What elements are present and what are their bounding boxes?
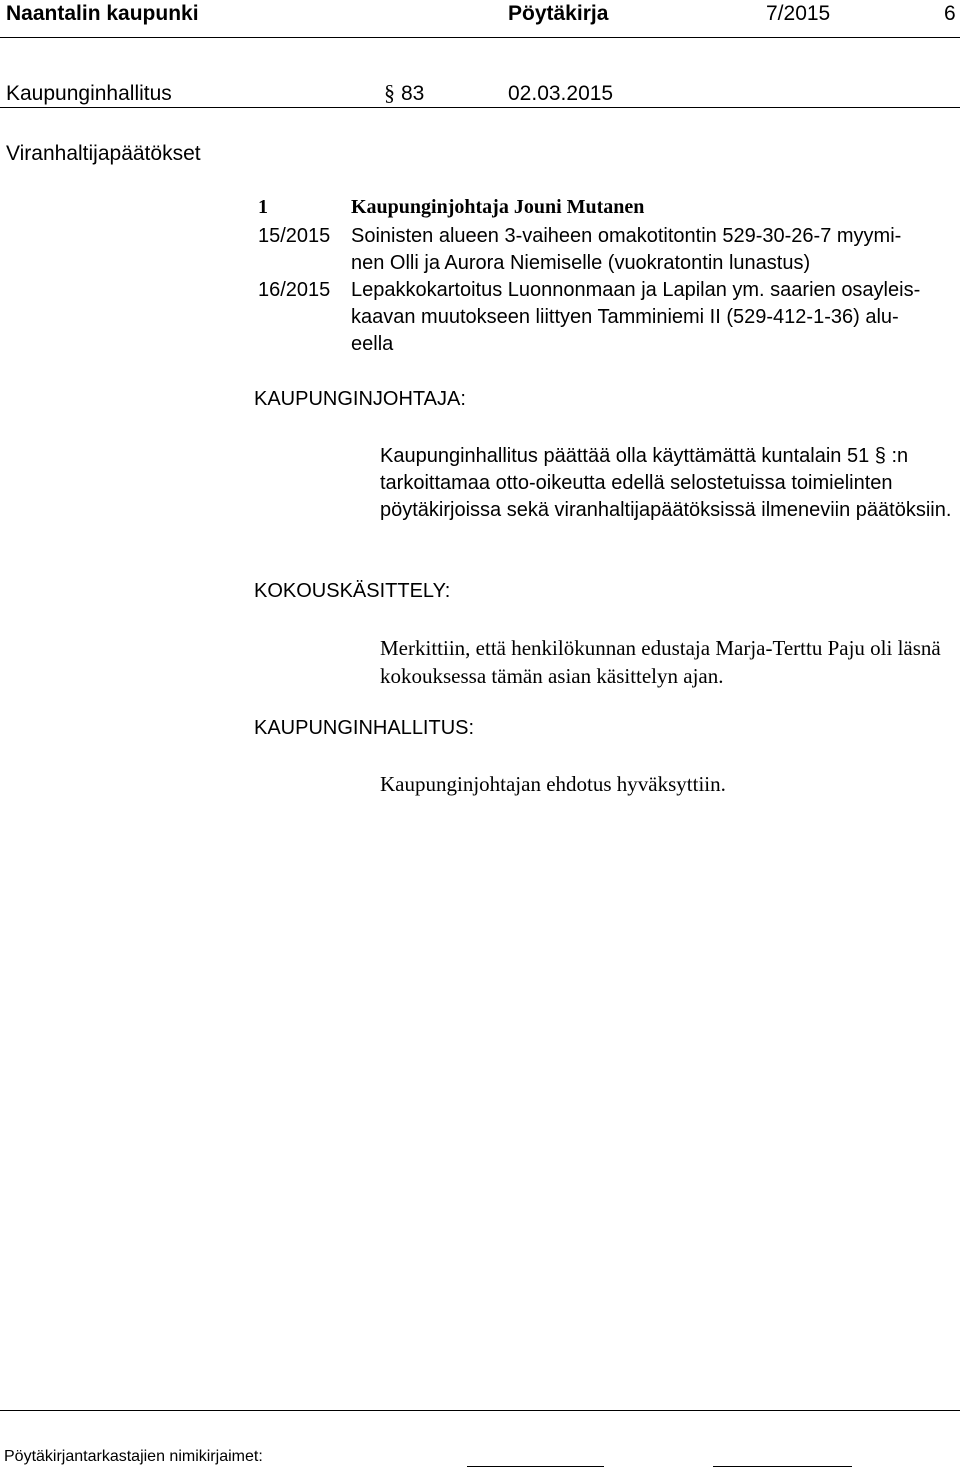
decision-text-line: Soinisten alueen 3-vaiheen omakotitontin 529-30-26-7 myymi- — [351, 225, 902, 247]
signature-line — [467, 1466, 604, 1467]
decision-text-line: Lepakkokartoitus Luonnonmaan ja Lapilan ym. saarien osayleis- — [351, 279, 921, 301]
signature-line — [713, 1466, 852, 1467]
document-type: Pöytäkirja — [508, 2, 609, 25]
header-divider — [0, 37, 960, 38]
page-number: 6 — [944, 2, 956, 25]
governing-body: Kaupunginhallitus — [6, 82, 172, 105]
decision-text-line: eella — [351, 333, 394, 355]
decision-maker-heading: Kaupunginjohtaja Jouni Mutanen — [351, 196, 645, 218]
organization-name: Naantalin kaupunki — [6, 2, 199, 25]
meeting-handling-text: Merkittiin, että henkilökunnan edustaja Marja-Terttu Paju oli läsnä kokouksessa tämän asian käsittelyn ajan. — [380, 636, 941, 688]
reviewers-initials-label: Pöytäkirjantarkastajien nimikirjaimet: — [4, 1448, 263, 1465]
decision-number: 1 — [258, 196, 268, 218]
section-number: 83 — [401, 82, 425, 105]
footer-divider — [0, 1410, 960, 1411]
mayor-proposal-text: Kaupunginhallitus päättää olla käyttämättä kuntalain 51 § :n tarkoittamaa otto-oikeutta edellä selostetuissa toimielinten pöytäkirjoissa sekä viranhaltijapäätöksissä ilmeneviin päätöksiin. — [380, 445, 952, 521]
meeting-date: 02.03.2015 — [508, 82, 614, 105]
section-sign: § — [384, 80, 395, 105]
minutes-issue-number: 7/2015 — [766, 2, 831, 25]
subheader-divider — [0, 107, 960, 108]
decision-number: 15/2015 — [258, 225, 331, 247]
decision-number: 16/2015 — [258, 279, 331, 301]
section-label-meeting-handling: KOKOUSKÄSITTELY: — [254, 580, 451, 602]
decision-text-line: nen Olli ja Aurora Niemiselle (vuokratontin lunastus) — [351, 252, 811, 274]
section-label-mayor: KAUPUNGINJOHTAJA: — [254, 388, 466, 410]
section-label-city-board: KAUPUNGINHALLITUS: — [254, 717, 475, 739]
page-title: Viranhaltijapäätökset — [6, 142, 201, 165]
decision-text-line: kaavan muutokseen liittyen Tamminiemi II (529-412-1-36) alu- — [351, 306, 899, 328]
city-board-decision-text: Kaupunginjohtajan ehdotus hyväksyttiin. — [380, 772, 726, 796]
